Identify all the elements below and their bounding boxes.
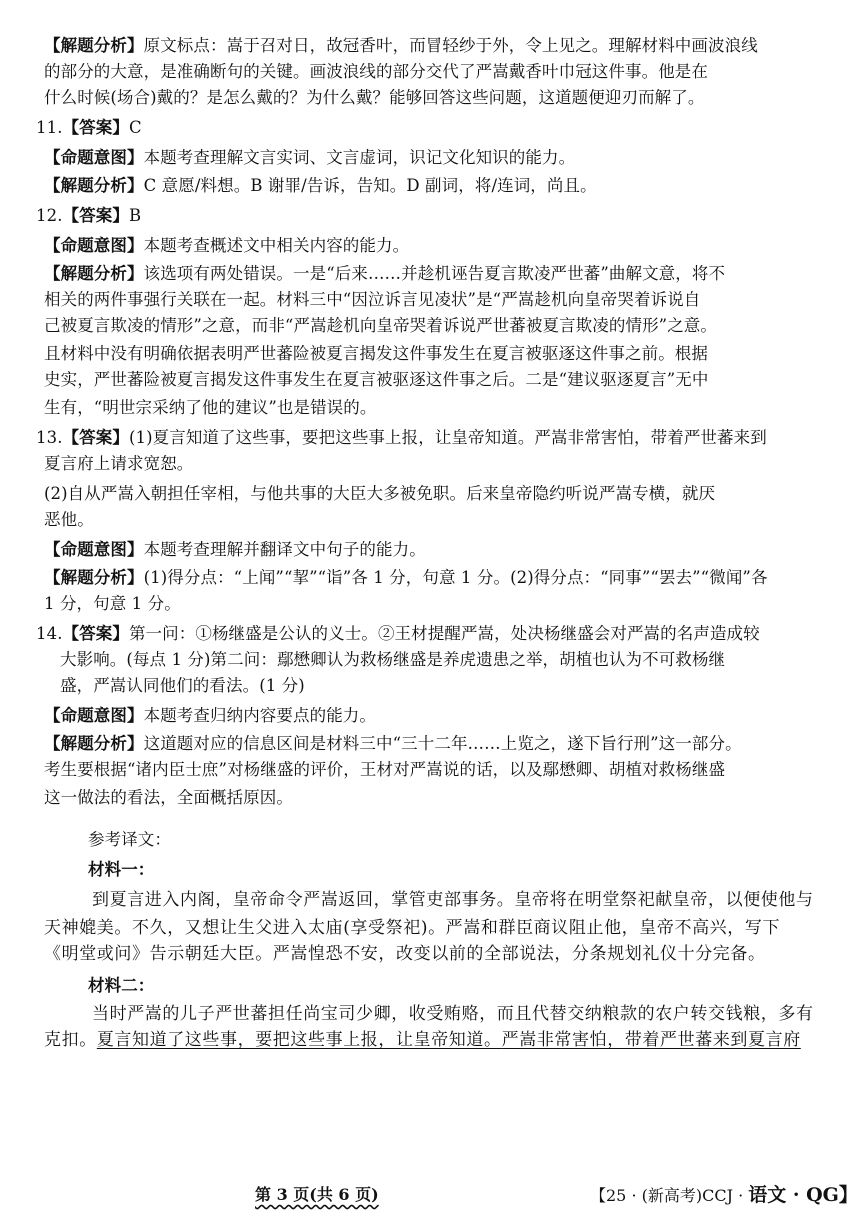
bold-label: 【命题意图】: [44, 236, 144, 255]
text-line: [36, 426, 767, 450]
text-segment: 考生要根据“诸内臣士庶”对杨继盛的评价，王材对严嵩说的话，以及鄢懋卿、胡植对救杨继盛: [44, 760, 726, 779]
text-line: [36, 622, 760, 646]
exam-code-suffix: 】: [838, 1184, 858, 1206]
bold-label: 【解题分析】: [44, 264, 144, 283]
bold-label: 【答案】: [62, 428, 129, 447]
text-line: [36, 204, 141, 228]
bold-label: 【命题意图】: [44, 540, 144, 559]
text-line: [92, 888, 814, 912]
text-line: [44, 60, 708, 84]
text-segment: 11.: [36, 118, 63, 137]
text-line: [44, 758, 725, 782]
text-segment: 13.: [36, 428, 63, 447]
text-segment: 本题考查归纳内容要点的能力。: [143, 706, 377, 725]
exam-code: [590, 1180, 858, 1207]
text-line: [44, 942, 766, 966]
text-segment: 本题考查概述文中相关内容的能力。: [143, 236, 410, 255]
text-segment: C: [128, 118, 142, 137]
text-segment: 这道题对应的信息区间是材料三中“三十二年……上览之，遂下旨行刑”这一部分。: [143, 734, 742, 753]
text-segment: (1)得分点：“上闻”“挈”“诣”各 1 分，句意 1 分。(2)得分点：“同事”“罢去”“微闻”各: [143, 568, 768, 587]
text-line: [44, 916, 780, 940]
text-segment: (2)自从严嵩入朝担任宰相，与他共事的大臣大多被免职。后来皇帝隐约听说严嵩专横，就厌: [44, 484, 716, 503]
text-segment: 己被夏言欺凌的情形”之意，而非“严嵩趁机向皇帝哭着诉说严世蕃被夏言欺凌的情形”之意。: [44, 316, 718, 335]
page-number-label: 第 3 页(共 6 页): [255, 1185, 379, 1204]
text-segment: 大影响。(每点 1 分)第二问：鄢懋卿认为救杨继盛是养虎遗患之举，胡植也认为不可救杨继: [60, 650, 726, 669]
bold-label: 【命题意图】: [44, 148, 144, 167]
text-line: [44, 704, 376, 728]
text-segment: 恶他。: [44, 510, 94, 529]
text-line: [36, 116, 142, 140]
text-segment: 该选项有两处错误。一是“后来……并趁机诬告夏言欺凌严世蕃”曲解文意，将不: [143, 264, 726, 283]
text-line: [88, 974, 154, 998]
text-segment: 生有，“明世宗采纳了他的建议”也是错误的。: [44, 398, 377, 417]
text-segment: 的部分的大意，是准确断句的关键。画波浪线的部分交代了严嵩戴香叶巾冠这件事。他是在: [44, 62, 708, 81]
text-line: [44, 592, 181, 616]
text-segment: C 意愿/料想。B 谢罪/告诉，告知。D 副词，将/连词，尚且。: [143, 176, 597, 195]
bold-label: 【解题分析】: [44, 36, 144, 55]
text-line: [92, 1002, 814, 1026]
text-segment: 什么时候(场合)戴的？是怎么戴的？为什么戴？能够回答这些问题，这道题便迎刃而解了。: [44, 88, 705, 107]
bold-label: 【答案】: [62, 118, 129, 137]
text-line: [44, 396, 376, 420]
text-line: [44, 508, 94, 532]
text-line: [44, 452, 193, 476]
bold-label: 【答案】: [62, 624, 129, 643]
text-line: [44, 234, 409, 258]
bold-label: 材料二：: [88, 976, 155, 995]
text-segment: 这一做法的看法，全面概括原因。: [44, 788, 293, 807]
text-line: [44, 1028, 801, 1052]
text-line: [44, 342, 708, 366]
text-segment: 相关的两件事强行关联在一起。材料三中“因泣诉言见凌状”是“严嵩趁机向皇帝哭着诉说自: [44, 290, 701, 309]
underlined-text: 夏言知道了这些事，要把这些事上报，让皇帝知道。: [96, 1030, 502, 1050]
text-segment: 盛，严嵩认同他们的看法。(1 分): [60, 676, 305, 695]
text-line: [44, 288, 700, 312]
bold-label: 【解题分析】: [44, 734, 144, 753]
underlined-text: 严嵩非常害怕，带着严世蕃来到夏言府: [501, 1030, 801, 1050]
text-line: [88, 858, 154, 882]
page-number: [255, 1182, 379, 1205]
text-line: [44, 86, 704, 110]
text-line: [44, 566, 768, 590]
text-line: [60, 674, 305, 698]
text-line: [44, 786, 293, 810]
text-line: [44, 732, 742, 756]
text-line: [44, 314, 717, 338]
text-line: [44, 146, 575, 170]
text-line: [44, 262, 725, 286]
text-line: [44, 34, 758, 58]
text-segment: 夏言府上请求宽恕。: [44, 454, 194, 473]
bold-label: 【答案】: [62, 206, 129, 225]
text-segment: 12.: [36, 206, 63, 225]
text-segment: 原文标点：嵩于召对日，故冠香叶，而冒轻纱于外，令上见之。理解材料中画波浪线: [143, 36, 758, 55]
text-segment: 《明堂或问》告示朝廷大臣。严嵩惶恐不安，改变以前的全部说法，分条规划礼仪十分完备。: [44, 944, 766, 964]
text-line: [88, 828, 171, 852]
text-segment: 史实，严世蕃险被夏言揭发这件事发生在夏言被驱逐这件事之后。二是“建议驱逐夏言”无中: [44, 370, 709, 389]
exam-code-prefix: 【25 · (新高考)CCJ ·: [590, 1186, 749, 1205]
text-segment: 且材料中没有明确依据表明严世蕃险被夏言揭发这件事发生在夏言被驱逐这件事之前。根据: [44, 344, 708, 363]
text-segment: 天神媲美。不久，又想让生父进入太庙(享受祭祀)。严嵩和群臣商议阻止他，皇帝不高兴，写下: [44, 918, 781, 938]
bold-label: 【命题意图】: [44, 706, 144, 725]
text-segment: 参考译文：: [88, 830, 171, 849]
text-segment: 克扣。: [44, 1030, 97, 1050]
text-line: [44, 538, 426, 562]
bold-label: 【解题分析】: [44, 568, 144, 587]
text-segment: 当时严嵩的儿子严世蕃担任尚宝司少卿，收受贿赂，而且代替交纳粮款的农户转交钱粮，多有: [92, 1004, 814, 1024]
text-line: [44, 368, 708, 392]
text-line: [60, 648, 725, 672]
text-segment: B: [128, 206, 142, 225]
text-line: [44, 174, 597, 198]
text-segment: 本题考查理解并翻译文中句子的能力。: [143, 540, 426, 559]
text-segment: 14.: [36, 624, 63, 643]
bold-label: 【解题分析】: [44, 176, 144, 195]
text-segment: 本题考查理解文言实词、文言虚词，识记文化知识的能力。: [143, 148, 576, 167]
text-segment: (1)夏言知道了这些事，要把这些事上报，让皇帝知道。严嵩非常害怕，带着严世蕃来到: [128, 428, 767, 447]
text-segment: 1 分，句意 1 分。: [44, 594, 181, 613]
exam-subject: 语文 · QG: [748, 1184, 839, 1206]
text-line: [44, 482, 715, 506]
text-segment: 到夏言进入内阁，皇帝命令严嵩返回，掌管吏部事务。皇帝将在明堂祭祀献皇帝，以便使他与: [92, 890, 814, 910]
bold-label: 材料一：: [88, 860, 155, 879]
text-segment: 第一问：①杨继盛是公认的义士。②王材提醒严嵩，处决杨继盛会对严嵩的名声造成较: [128, 624, 760, 643]
